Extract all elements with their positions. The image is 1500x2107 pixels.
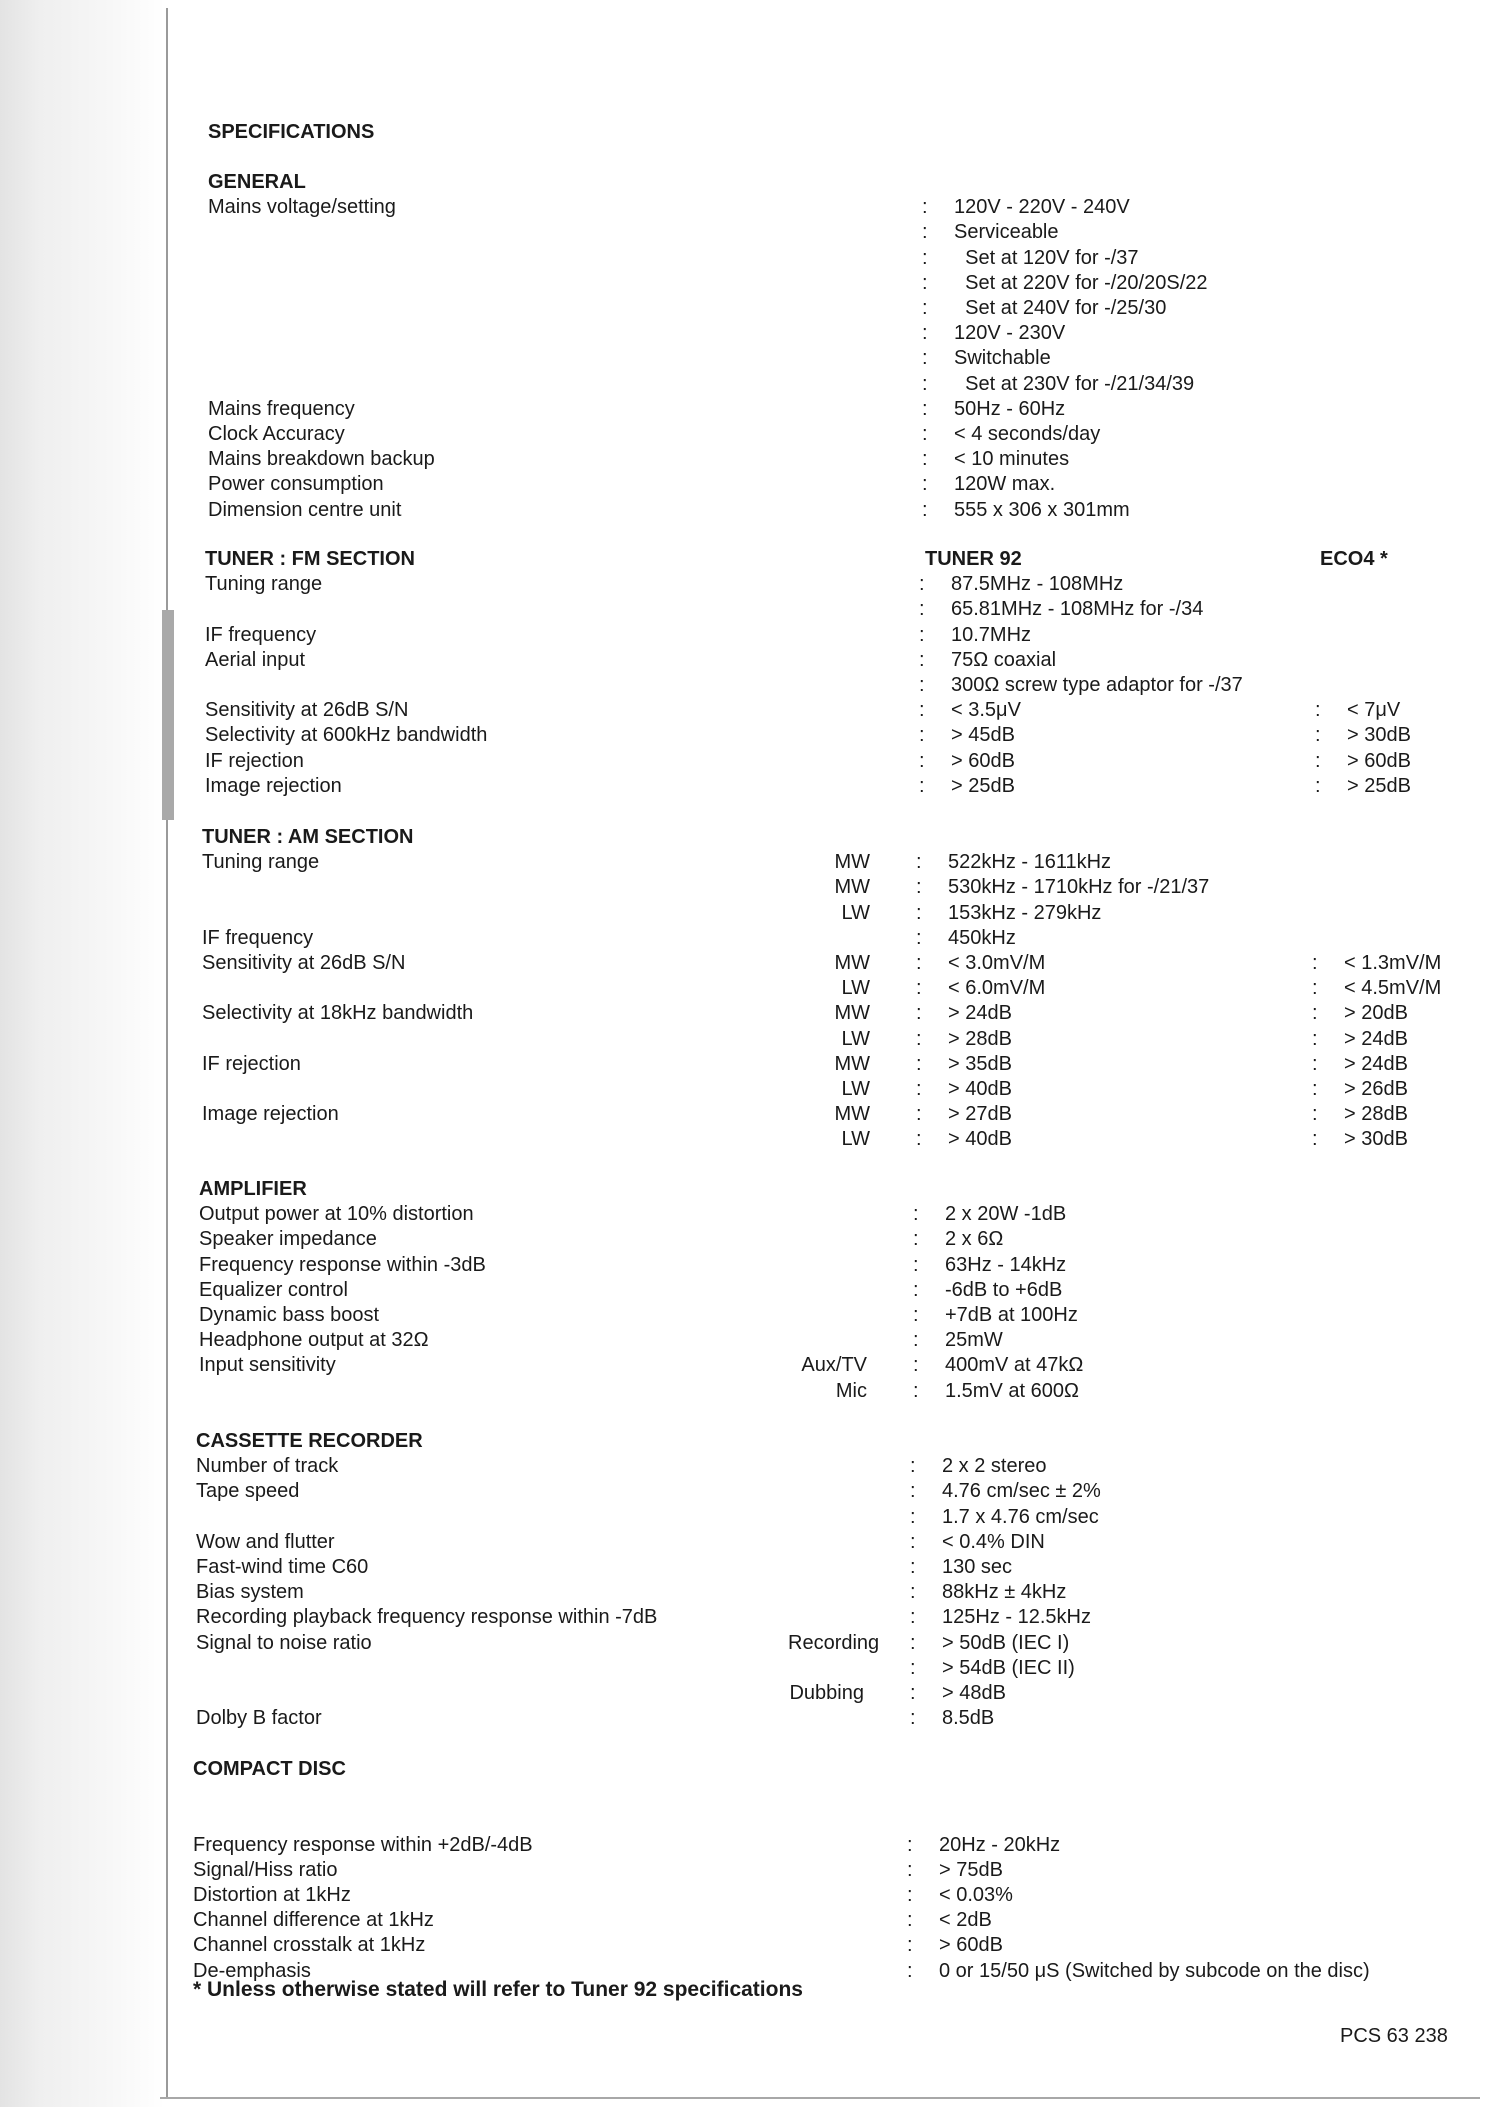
spec-row	[0, 195, 1500, 220]
spec-value: 125Hz - 12.5kHz	[942, 1606, 1091, 1628]
spec-label: IF rejection	[202, 1053, 301, 1075]
spec-label: Tuning range	[205, 573, 323, 595]
spec-label: Wow and flutter	[196, 1531, 335, 1553]
spec-label: IF rejection	[205, 750, 304, 772]
spec-label: IF frequency	[202, 927, 314, 949]
spec-value-eco4: > 60dB	[1347, 750, 1411, 772]
spec-colon: :	[913, 1203, 919, 1225]
spec-row	[0, 1933, 1500, 1958]
spec-colon-eco4: :	[1315, 724, 1321, 746]
spec-colon: :	[913, 1254, 919, 1276]
spec-band: LW	[841, 977, 870, 999]
spec-colon: :	[919, 598, 925, 620]
spec-value-eco4: > 30dB	[1344, 1128, 1408, 1150]
spec-row	[0, 1631, 1500, 1656]
spec-row	[0, 271, 1500, 296]
spec-colon: :	[910, 1480, 916, 1502]
spec-band: LW	[841, 1028, 870, 1050]
spec-label: Bias system	[196, 1581, 304, 1603]
spec-row	[0, 1605, 1500, 1630]
spec-colon: :	[907, 1834, 913, 1856]
spec-colon: :	[922, 473, 928, 495]
spec-label: Mains frequency	[208, 398, 355, 420]
spec-colon: :	[913, 1228, 919, 1250]
spec-value-eco4: < 1.3mV/M	[1344, 952, 1442, 974]
spec-colon: :	[910, 1455, 916, 1477]
spec-value: Serviceable	[954, 221, 1059, 243]
footnote-text: * Unless otherwise stated will refer to Tuner 92 specifications	[193, 1978, 803, 2001]
spec-colon-eco4: :	[1312, 1028, 1318, 1050]
spec-colon: :	[919, 674, 925, 696]
spec-label: IF frequency	[205, 624, 317, 646]
spec-colon: :	[916, 1002, 922, 1024]
spec-colon: :	[916, 902, 922, 924]
spec-colon: :	[913, 1304, 919, 1326]
spec-value: < 0.03%	[939, 1884, 1013, 1906]
column-head-tuner92: TUNER 92	[925, 548, 1022, 570]
spec-label: Mains voltage/setting	[208, 196, 396, 218]
spec-row	[0, 397, 1500, 422]
section-heading-text: TUNER : FM SECTION	[205, 548, 415, 570]
spec-row	[0, 447, 1500, 472]
spec-colon: :	[910, 1581, 916, 1603]
spec-value: 153kHz - 279kHz	[948, 902, 1102, 924]
spec-colon: :	[922, 373, 928, 395]
spec-band: MW	[834, 1103, 870, 1125]
spec-colon: :	[913, 1279, 919, 1301]
spec-colon: :	[907, 1909, 913, 1931]
spec-label: Sensitivity at 26dB S/N	[205, 699, 409, 721]
spec-value: 75Ω coaxial	[951, 649, 1057, 671]
spec-colon: :	[922, 322, 928, 344]
spec-value: 530kHz - 1710kHz for -/21/37	[948, 876, 1210, 898]
spec-row	[0, 1303, 1500, 1328]
document-code: PCS 63 238	[1340, 2025, 1448, 2047]
spec-value: < 3.5μV	[951, 699, 1021, 721]
spec-label: Image rejection	[205, 775, 342, 797]
spec-band: Mic	[835, 1380, 867, 1402]
spec-value: 65.81MHz - 108MHz for -/34	[951, 598, 1204, 620]
spec-value-eco4: > 30dB	[1347, 724, 1411, 746]
spec-band: LW	[841, 1128, 870, 1150]
spec-colon: :	[916, 1103, 922, 1125]
spec-band: LW	[841, 1078, 870, 1100]
spec-row	[0, 1077, 1500, 1102]
spec-row	[0, 597, 1500, 622]
spec-row	[0, 1580, 1500, 1605]
spec-value: 2 x 20W -1dB	[945, 1203, 1067, 1225]
spec-label: Mains breakdown backup	[208, 448, 435, 470]
spec-colon: :	[919, 624, 925, 646]
spec-row	[0, 901, 1500, 926]
spec-row	[0, 850, 1500, 875]
spec-row	[0, 1102, 1500, 1127]
spec-row	[0, 951, 1500, 976]
spec-value-eco4: > 26dB	[1344, 1078, 1408, 1100]
spec-row	[0, 1227, 1500, 1252]
spec-value: -6dB to +6dB	[945, 1279, 1063, 1301]
section-heading-am	[0, 825, 1500, 850]
section-heading-text: GENERAL	[208, 171, 306, 193]
spec-row	[0, 1656, 1500, 1681]
spec-colon: :	[922, 221, 928, 243]
spec-value: > 24dB	[948, 1002, 1012, 1024]
spec-value: Set at 230V for -/21/34/39	[954, 373, 1195, 395]
spec-label: Frequency response within -3dB	[199, 1254, 486, 1276]
spec-row	[0, 1328, 1500, 1353]
spec-colon: :	[916, 1053, 922, 1075]
spec-label: Aerial input	[205, 649, 306, 671]
spec-row	[0, 246, 1500, 271]
spec-row	[0, 572, 1500, 597]
spec-value: Switchable	[954, 347, 1051, 369]
spec-row	[0, 296, 1500, 321]
spec-colon: :	[919, 775, 925, 797]
spec-row	[0, 1052, 1500, 1077]
spec-row	[0, 648, 1500, 673]
spec-row	[0, 1505, 1500, 1530]
spec-label: Channel crosstalk at 1kHz	[193, 1934, 426, 1956]
spec-value: > 60dB	[951, 750, 1015, 772]
spec-value: 0 or 15/50 μS (Switched by subcode on the disc)	[939, 1960, 1370, 1982]
spec-colon: :	[919, 724, 925, 746]
spec-colon: :	[922, 398, 928, 420]
spec-label: Dynamic bass boost	[199, 1304, 380, 1326]
spec-label: Selectivity at 600kHz bandwidth	[205, 724, 488, 746]
spec-value: 130 sec	[942, 1556, 1013, 1578]
spec-value: 1.7 x 4.76 cm/sec	[942, 1506, 1099, 1528]
spec-value-eco4: < 7μV	[1347, 699, 1401, 721]
spec-row	[0, 1454, 1500, 1479]
spec-row	[0, 1706, 1500, 1731]
section-heading-amplifier	[0, 1177, 1500, 1202]
spec-label: Headphone output at 32Ω	[199, 1329, 429, 1351]
spec-value-eco4: > 24dB	[1344, 1053, 1408, 1075]
spec-colon-eco4: :	[1315, 699, 1321, 721]
spec-value: 63Hz - 14kHz	[945, 1254, 1067, 1276]
spec-colon-eco4: :	[1312, 1078, 1318, 1100]
spec-row	[0, 1479, 1500, 1504]
spec-label: Signal to noise ratio	[196, 1632, 372, 1654]
spec-colon: :	[922, 297, 928, 319]
spec-value: > 35dB	[948, 1053, 1012, 1075]
spec-row	[0, 372, 1500, 397]
spec-row	[0, 623, 1500, 648]
spec-value-eco4: < 4.5mV/M	[1344, 977, 1442, 999]
spec-value: +7dB at 100Hz	[945, 1304, 1078, 1326]
spec-value: > 45dB	[951, 724, 1015, 746]
spec-value: > 25dB	[951, 775, 1015, 797]
spec-value: > 27dB	[948, 1103, 1012, 1125]
spec-colon: :	[922, 423, 928, 445]
spec-colon: :	[922, 499, 928, 521]
section-heading-cassette	[0, 1429, 1500, 1454]
spec-value: 300Ω screw type adaptor for -/37	[951, 674, 1243, 696]
spec-value: 1.5mV at 600Ω	[945, 1380, 1079, 1402]
spec-value: 88kHz ± 4kHz	[942, 1581, 1067, 1603]
spec-row	[0, 1858, 1500, 1883]
spec-label: Frequency response within +2dB/-4dB	[193, 1834, 533, 1856]
spec-row	[0, 472, 1500, 497]
spec-colon: :	[916, 876, 922, 898]
spec-row	[0, 673, 1500, 698]
spec-colon: :	[910, 1556, 916, 1578]
section-heading-text: COMPACT DISC	[193, 1758, 346, 1780]
spec-colon: :	[913, 1354, 919, 1376]
spec-band: MW	[834, 876, 870, 898]
spec-row	[0, 1353, 1500, 1378]
spec-label: Tape speed	[196, 1480, 300, 1502]
spec-label: Channel difference at 1kHz	[193, 1909, 434, 1931]
spec-value: 120V - 220V - 240V	[954, 196, 1130, 218]
spec-value-eco4: > 24dB	[1344, 1028, 1408, 1050]
spec-row	[0, 321, 1500, 346]
spec-colon: :	[916, 952, 922, 974]
spec-label: Power consumption	[208, 473, 384, 495]
column-head-eco4: ECO4 *	[1320, 548, 1388, 570]
spec-row	[0, 976, 1500, 1001]
section-heading-text: CASSETTE RECORDER	[196, 1430, 423, 1452]
spec-row	[0, 1001, 1500, 1026]
spec-colon: :	[919, 649, 925, 671]
spec-band: MW	[834, 952, 870, 974]
spec-value-eco4: > 20dB	[1344, 1002, 1408, 1024]
spec-label: Clock Accuracy	[208, 423, 345, 445]
spec-row	[0, 698, 1500, 723]
spec-row	[0, 422, 1500, 447]
spec-value: < 3.0mV/M	[948, 952, 1046, 974]
spec-row	[0, 1833, 1500, 1858]
spec-colon: :	[910, 1707, 916, 1729]
spec-row	[0, 498, 1500, 523]
spec-value: 522kHz - 1611kHz	[948, 851, 1112, 873]
spec-colon: :	[916, 1128, 922, 1150]
spec-colon: :	[916, 1078, 922, 1100]
spec-colon: :	[922, 247, 928, 269]
spec-colon: :	[907, 1934, 913, 1956]
spec-value: 400mV at 47kΩ	[945, 1354, 1084, 1376]
spec-colon: :	[910, 1682, 916, 1704]
spec-value: 8.5dB	[942, 1707, 995, 1729]
spec-band: Dubbing	[789, 1682, 864, 1704]
spec-colon: :	[913, 1380, 919, 1402]
spec-row	[0, 1883, 1500, 1908]
spec-value: 555 x 306 x 301mm	[954, 499, 1130, 521]
spec-colon: :	[916, 977, 922, 999]
spec-value: < 0.4% DIN	[942, 1531, 1045, 1553]
spec-row	[0, 1253, 1500, 1278]
spec-row	[0, 1027, 1500, 1052]
spec-value-eco4: > 25dB	[1347, 775, 1411, 797]
spec-colon: :	[913, 1329, 919, 1351]
spec-row	[0, 875, 1500, 900]
spec-value: > 48dB	[942, 1682, 1006, 1704]
spec-value: > 40dB	[948, 1128, 1012, 1150]
spec-row	[0, 749, 1500, 774]
spec-label: Sensitivity at 26dB S/N	[202, 952, 406, 974]
footnote	[0, 1977, 1500, 2002]
spec-colon: :	[922, 448, 928, 470]
spec-colon: :	[919, 573, 925, 595]
spec-colon-eco4: :	[1312, 1128, 1318, 1150]
spec-label: Recording playback frequency response within -7dB	[196, 1606, 658, 1628]
spec-value: Set at 240V for -/25/30	[954, 297, 1167, 319]
spec-colon: :	[919, 750, 925, 772]
section-heading-text: AMPLIFIER	[199, 1178, 307, 1200]
spec-row	[0, 1908, 1500, 1933]
spec-label: Image rejection	[202, 1103, 339, 1125]
spec-colon: :	[907, 1859, 913, 1881]
spec-label: Signal/Hiss ratio	[193, 1859, 338, 1881]
spec-band: Recording	[788, 1632, 880, 1654]
spec-value: 4.76 cm/sec ± 2%	[942, 1480, 1101, 1502]
section-heading-fm	[0, 547, 1500, 572]
spec-colon-eco4: :	[1312, 977, 1318, 999]
spec-value: 120W max.	[954, 473, 1056, 495]
spec-row	[0, 774, 1500, 799]
spec-colon: :	[910, 1632, 916, 1654]
spec-value: < 2dB	[939, 1909, 992, 1931]
spec-label: Input sensitivity	[199, 1354, 336, 1376]
page-title: SPECIFICATIONS	[208, 121, 375, 143]
spec-colon: :	[919, 699, 925, 721]
section-heading-general	[0, 170, 1500, 195]
spec-band: Aux/TV	[801, 1354, 867, 1376]
spec-colon-eco4: :	[1315, 775, 1321, 797]
spec-label: De-emphasis	[193, 1960, 311, 1982]
spec-value: 25mW	[945, 1329, 1003, 1351]
spec-value: > 40dB	[948, 1078, 1012, 1100]
spec-value: > 75dB	[939, 1859, 1003, 1881]
spec-row	[0, 1278, 1500, 1303]
spec-band: MW	[834, 1002, 870, 1024]
spec-colon: :	[916, 1028, 922, 1050]
spec-colon: :	[910, 1506, 916, 1528]
spec-value: 50Hz - 60Hz	[954, 398, 1066, 420]
spec-value: 120V - 230V	[954, 322, 1066, 344]
spec-label: Speaker impedance	[199, 1228, 377, 1250]
spec-value: > 50dB (IEC I)	[942, 1632, 1070, 1654]
spec-row	[0, 1379, 1500, 1404]
spec-colon: :	[910, 1657, 916, 1679]
spec-value-eco4: > 28dB	[1344, 1103, 1408, 1125]
spec-value: 2 x 6Ω	[945, 1228, 1004, 1250]
section-heading-text: TUNER : AM SECTION	[202, 826, 414, 848]
spec-row	[0, 926, 1500, 951]
spec-value: > 28dB	[948, 1028, 1012, 1050]
spec-row	[0, 346, 1500, 371]
spec-colon: :	[922, 347, 928, 369]
spec-colon-eco4: :	[1315, 750, 1321, 772]
spec-colon: :	[916, 851, 922, 873]
spec-colon: :	[922, 196, 928, 218]
spec-band: LW	[841, 902, 870, 924]
spec-value: 87.5MHz - 108MHz	[951, 573, 1124, 595]
spec-colon: :	[916, 927, 922, 949]
spec-label: Equalizer control	[199, 1279, 348, 1301]
spec-value: 20Hz - 20kHz	[939, 1834, 1061, 1856]
spec-value: < 6.0mV/M	[948, 977, 1046, 999]
spec-label: Dolby B factor	[196, 1707, 322, 1729]
spec-value: Set at 220V for -/20/20S/22	[954, 272, 1208, 294]
spec-label: Selectivity at 18kHz bandwidth	[202, 1002, 474, 1024]
spec-band: MW	[834, 1053, 870, 1075]
spec-label: Dimension centre unit	[208, 499, 402, 521]
spec-value: Set at 120V for -/37	[954, 247, 1139, 269]
spec-colon-eco4: :	[1312, 1053, 1318, 1075]
spec-band: MW	[834, 851, 870, 873]
spec-colon: :	[907, 1960, 913, 1982]
spec-value: < 4 seconds/day	[954, 423, 1101, 445]
spec-row	[0, 1681, 1500, 1706]
spec-value: 450kHz	[948, 927, 1016, 949]
spec-value: > 54dB (IEC II)	[942, 1657, 1075, 1679]
spec-value: > 60dB	[939, 1934, 1003, 1956]
spec-value: 10.7MHz	[951, 624, 1032, 646]
spec-colon-eco4: :	[1312, 952, 1318, 974]
spec-value: < 10 minutes	[954, 448, 1070, 470]
spec-colon-eco4: :	[1312, 1103, 1318, 1125]
spec-row	[0, 1530, 1500, 1555]
spec-colon: :	[907, 1884, 913, 1906]
spec-row	[0, 1202, 1500, 1227]
section-heading-cd	[0, 1757, 1500, 1782]
spec-label: Tuning range	[202, 851, 320, 873]
spec-label: Distortion at 1kHz	[193, 1884, 351, 1906]
spec-row	[0, 1555, 1500, 1580]
spec-label: Number of track	[196, 1455, 339, 1477]
spec-colon-eco4: :	[1312, 1002, 1318, 1024]
spec-row	[0, 1127, 1500, 1152]
spec-value: 2 x 2 stereo	[942, 1455, 1047, 1477]
spec-colon: :	[910, 1606, 916, 1628]
spec-colon: :	[910, 1531, 916, 1553]
spec-colon: :	[922, 272, 928, 294]
spec-row	[0, 723, 1500, 748]
spec-row	[0, 220, 1500, 245]
spec-label: Output power at 10% distortion	[199, 1203, 474, 1225]
spec-label: Fast-wind time C60	[196, 1556, 369, 1578]
